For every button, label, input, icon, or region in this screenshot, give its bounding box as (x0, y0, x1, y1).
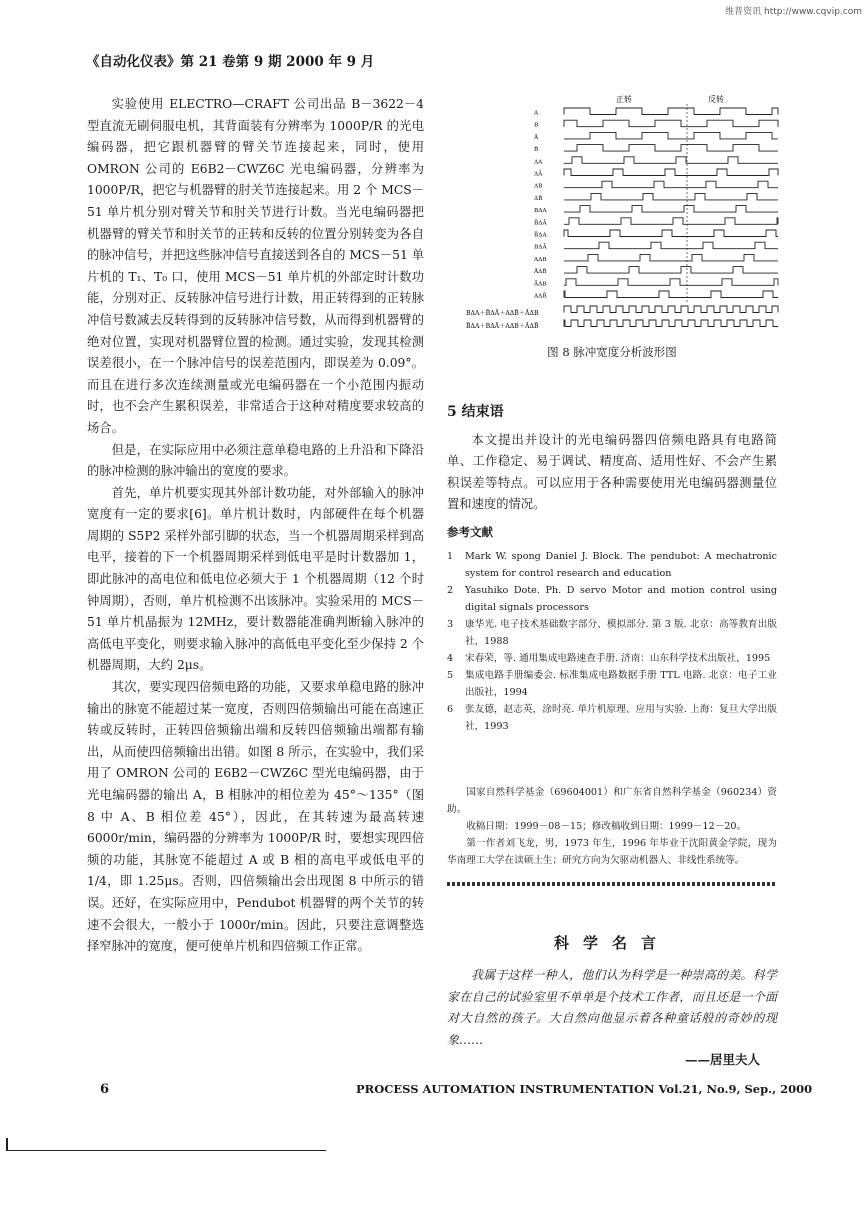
references-title: 参考文献 (447, 524, 493, 539)
signal-waveform (564, 145, 778, 152)
reference-item: 1 Mark W. spong Daniel J. Block. The pendubot: A mechatronic system for control research and education (447, 550, 777, 579)
right-column (447, 402, 777, 735)
reference-item: 5 集成电路手册编委会. 标准集成电路数据手册 TTL 电路. 北京：电子工业出版社，1994 (447, 669, 777, 698)
reference-item: 4 宋春荣，等. 通用集成电路速查手册. 济南：山东科学技术出版社，1995 (447, 652, 771, 664)
sum-label-2: B̄ΔA＋BΔĀ＋AΔB＋ĀΔB̄ (466, 323, 539, 330)
conclusion-paragraph: 本文提出并设计的光电编码器四倍频电路具有电路简单、工作稳定、易于调试、精度高、适用性好、不会产生累积误差等特点。可以应用于各种需要使用光电编码器测量位置和速度的情况。 (447, 432, 777, 512)
dates-text: 收稿日期：1999－08－15；修改稿收到日期：1999－12－20。 (466, 821, 747, 832)
signal-waveform (564, 157, 778, 164)
body-paragraph: 其次，要实现四倍频电路的功能，又要求单稳电路的脉冲输出的脉宽不能超过某一宽度，否则四倍频输出可能在高速正转或反转时，正转四倍频输出端和反转四倍频输出端都有输出，从而使四倍频输出出错。如图 8 所示，在实验中，我们采用了 OMRON 公司的 E6B2－CWZ6C 型光电编码器，由于光电编码器的输出 A，B 相脉冲的相位差为 45°～135°（图 8 中 A、B 相位差 45°），因此，在其转速为最高转速 6000r/min，编码器的分辨率为 1000P/R 时，要想实现四倍频的功能，其脉宽不能超过 A 或 B 相的高电平或低电平的 1/4，即 1.25μs。否则，四倍频输出会出现图 8 中所示的错误。还好，在实际应用中，Pendubot 机器臂的两个关节的转速不会很大，一般小于 1000r/min。因此，只要注意调整选择窄脉冲的宽度，便可使单片机和四倍频工作正常。 (87, 680, 424, 954)
label-reverse: 反转 (708, 95, 724, 104)
signal-waveform (564, 267, 778, 274)
sum-label-1: BΔA＋B̄ΔĀ＋AΔB̄＋ĀΔB (466, 310, 539, 317)
section-title: 5 结束语 (447, 404, 504, 420)
author-text: 第一作者刘飞龙，男，1973 年生，1996 年毕业于沈阳黄金学院，现为华南理工大学在读硕士生；研究方向为欠驱动机器人、非线性系统等。 (447, 838, 777, 866)
quote-title: 科学名言 (553, 934, 670, 952)
label-forward: 正转 (616, 95, 632, 104)
signal-label: AΔB (534, 256, 547, 263)
signal-label: ΔA (534, 159, 543, 166)
quote-body: 我属于这样一种人，他们认为科学是一种崇高的美。科学家在自己的试验室里不单单是个技术工作者，而且还是一个面对大自然的孩子。大自然向他显示着各种童话般的奇妙的现象…… (447, 968, 777, 1047)
signal-waveform (564, 169, 778, 176)
signal-label: B̄ΔĀ (534, 220, 547, 227)
signal-label: B̄ (534, 147, 539, 154)
signal-label: B (534, 122, 539, 129)
signal-waveform (564, 291, 778, 298)
left-column (87, 94, 424, 958)
signal-waveform (564, 132, 778, 139)
grant-text: 国家自然科学基金（69604001）和广东省自然科学基金（960234）资助。 (447, 787, 777, 815)
body-paragraph: 首先，单片机要实现其外部计数功能，对外部输入的脉冲宽度有一定的要求[6]。单片机计数时，内部硬件在每个机器周期的 S5P2 采样外部引脚的状态，当一个机器周期采样到高电平，接着的下一个机器周期采样到低电平是时计数器加 1，即此脉冲的高电位和低电位必须大于 1 个机器周期（12 个时钟周期），否则，单片机检测不出该脉冲。实验采用的 MCS－51 单片机晶振为 12MHz，要计数器能准确判断输入脉冲的高低电平变化，则要求输入脉冲的高低电平变化至少保持 2 个机器周期，大约 2μs。 (87, 485, 424, 673)
signal-waveform (564, 206, 778, 213)
signal-waveform (564, 120, 778, 127)
running-head: 《自动化仪表》第 21 卷第 9 期 2000 年 9 月 (86, 54, 375, 70)
reference-item: 6 张友德，赵志英，涂时亮. 单片机原理、应用与实验. 上海：复旦大学出版社，1993 (447, 703, 777, 732)
signal-waveform (564, 230, 778, 237)
waveforms (533, 108, 778, 300)
signal-waveform (564, 242, 778, 249)
quote-author: ——居里夫人 (684, 1052, 760, 1067)
sum-waveform (564, 320, 778, 327)
page-bottom-line (6, 1150, 326, 1151)
reference-item: 3 康华光. 电子技术基础数字部分、模拟部分. 第 3 版. 北京：高等教育出版社，1988 (447, 618, 777, 647)
dotted-divider (447, 882, 777, 886)
signal-waveform (564, 181, 778, 188)
watermark: 维普资讯 http://www.cqvip.com (725, 7, 862, 17)
sum-waveforms (564, 306, 778, 327)
signal-label: ΔB̄ (534, 195, 543, 202)
signal-label: ΔĀ (534, 171, 543, 178)
signal-label: ĀΔB (534, 281, 547, 288)
signal-label: Ā (534, 134, 539, 141)
page-edge-mark (6, 1138, 8, 1150)
figure-caption: 图 8 脉冲宽度分析波形图 (547, 345, 677, 359)
signal-label: AΔB̄ (534, 293, 547, 300)
references-list (447, 548, 777, 735)
signal-label: ĀΔB̄ (534, 269, 547, 276)
signal-label: BΔA (534, 208, 547, 215)
footer-journal: PROCESS AUTOMATION INSTRUMENTATION Vol.21, No.9, Sep., 2000 (356, 1082, 813, 1096)
signal-waveform (564, 193, 778, 200)
signal-waveform (564, 254, 778, 261)
signal-label: A (534, 110, 539, 117)
signal-label: ΔB (534, 183, 543, 190)
sum-waveform (564, 306, 778, 313)
waveform-figure (466, 92, 782, 342)
body-paragraph: 但是，在实际应用中必须注意单稳电路的上升沿和下降沿的脉冲检测的脉冲输出的宽度的要求。 (87, 442, 424, 479)
signal-label: B̄ΔA (534, 232, 547, 239)
signal-waveform (564, 108, 778, 115)
signal-waveform (564, 218, 778, 225)
body-paragraph: 实验使用 ELECTRO—CRAFT 公司出品 B－3622－4 型直流无刷伺服电机，其背面装有分辨率为 1000P/R 的光电编码器，把它跟机器臂的臂关节连接起来，同时，使用 OMRON 公司的 E6B2－CWZ6C 光电编码器，分辨率为 1000P/R，把它与机器臂的肘关节连接起来。用 2 个 MCS－51 单片机分别对臂关节和肘关节进行计数。当光电编码器把机器臂的臂关节和肘关节的正转和反转的位置分别转变为各自的脉冲信号，并把这些脉冲信号直接送到各自的 MCS－51 单片机的 T₁、T₀ 口，使用 MCS－51 单片机的外部定时计数功能，分别对正、反转脉冲信号进行计数，用正转得到的正转脉冲信号数减去反转得到的反转脉冲信号数，从而得到机器臂的绝对位置，实现对机器臂位置的检测。通过实验，发现其检测误差很小，在一个脉冲信号的误差范围内，即误差为 0.09°。而且在进行多次连续测量或光电编码器在一个小范围内振动时，也不会产生累积误差，非常适合于这种对精度要求较高的场合。 (87, 97, 424, 435)
funding-note (447, 784, 777, 869)
reference-item: 2 Yasuhiko Dote. Ph. D servo Motor and motion control using digital signals processors (447, 584, 777, 613)
page-number: 6 (100, 1082, 110, 1097)
signal-waveform (564, 279, 778, 286)
signal-label: BΔĀ (534, 244, 547, 251)
